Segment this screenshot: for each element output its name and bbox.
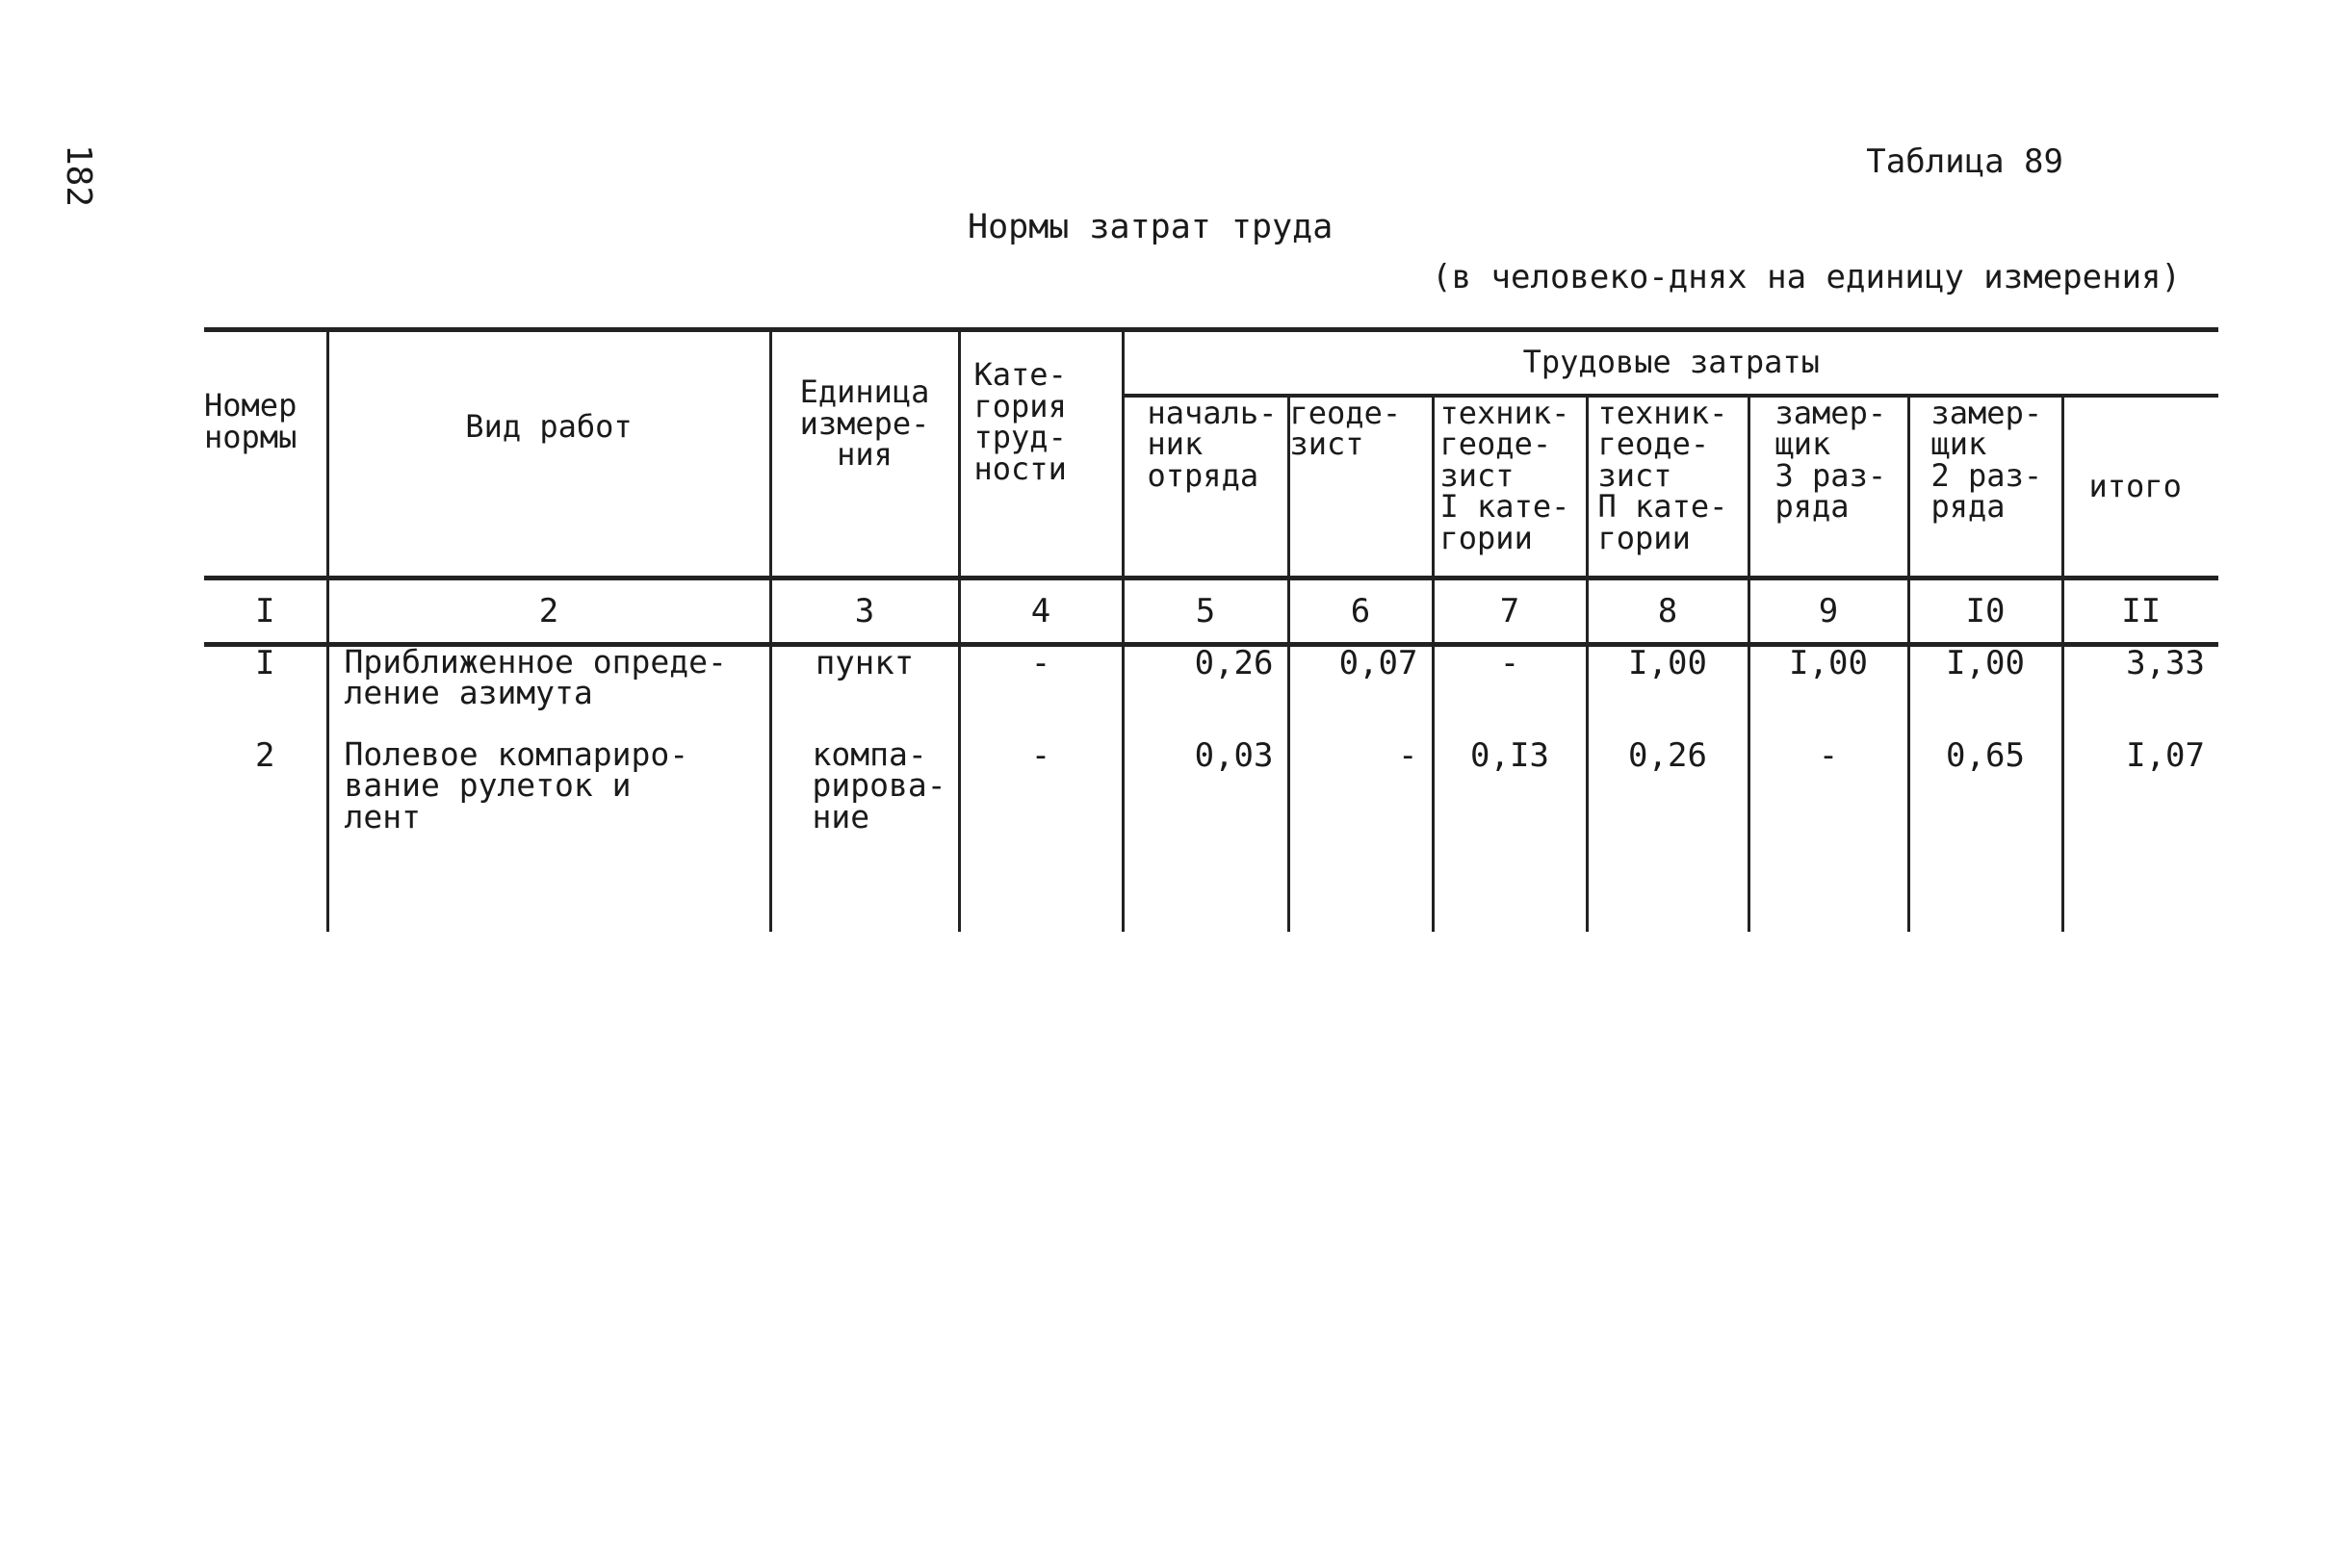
column-number: 9 (1748, 578, 1908, 645)
row-unit: компа- рирова- ние (770, 739, 959, 932)
column-numbers-row (204, 578, 2218, 645)
row-category: - (959, 645, 1123, 740)
row-value: I,00 (1748, 645, 1908, 740)
row-value: 0,65 (1908, 739, 2062, 932)
column-number: 6 (1288, 578, 1433, 645)
row-value: 0,26 (1587, 739, 1748, 932)
column-number: 7 (1433, 578, 1587, 645)
row-value: 0,03 (1123, 739, 1288, 932)
row-value: - (1288, 739, 1433, 932)
header-unit: Единица измере- ния (770, 330, 959, 578)
labor-norms-table (204, 327, 2218, 932)
units-note: (в человеко-днях на единицу измерения) (1432, 258, 2181, 296)
table-row (204, 645, 2218, 740)
row-number: 2 (255, 736, 275, 775)
column-number: 2 (327, 578, 770, 645)
row-work: Полевое компариро- вание рулеток и лент (327, 739, 770, 932)
column-number: 3 (770, 578, 959, 645)
row-category: - (959, 739, 1123, 932)
header-work: Вид работ (327, 330, 770, 578)
row-value: 3,33 (2062, 645, 2218, 740)
header-sub-3: техник- геоде- зист I кате- гории (1433, 396, 1587, 578)
row-value: - (1748, 739, 1908, 932)
header-number: Номер нормы (204, 330, 327, 578)
column-number: II (2062, 578, 2218, 645)
row-value: 0,I3 (1433, 739, 1587, 932)
header-sub-4: техник- геоде- зист П кате- гории (1587, 396, 1748, 578)
header-sub-7: итого (2062, 396, 2218, 578)
row-value: I,07 (2062, 739, 2218, 932)
row-value: I,00 (1908, 645, 2062, 740)
header-category: Кате- гория труд- ности (959, 330, 1123, 578)
document-title: Нормы затрат труда (968, 208, 1334, 246)
header-sub-1: началь- ник отряда (1123, 396, 1288, 578)
row-value: I,00 (1587, 645, 1748, 740)
row-work: Приближенное опреде- ление азимута (327, 645, 770, 740)
column-number: I0 (1908, 578, 2062, 645)
row-value: 0,07 (1288, 645, 1433, 740)
column-number: 4 (959, 578, 1123, 645)
column-number: 8 (1587, 578, 1748, 645)
column-number: 5 (1123, 578, 1288, 645)
row-value: - (1433, 645, 1587, 740)
header-labor-group: Трудовые затраты (1123, 330, 2218, 396)
table-label: Таблица 89 (1866, 142, 2063, 181)
header-sub-2: геоде- зист (1288, 396, 1433, 578)
table-row (204, 739, 2218, 932)
row-unit: пункт (770, 645, 959, 740)
page-number: 182 (59, 144, 98, 208)
header-sub-5: замер- щик 3 раз- ряда (1748, 396, 1908, 578)
column-number: I (204, 578, 327, 645)
row-value: 0,26 (1123, 645, 1288, 740)
header-sub-6: замер- щик 2 раз- ряда (1908, 396, 2062, 578)
row-number: I (255, 644, 275, 682)
